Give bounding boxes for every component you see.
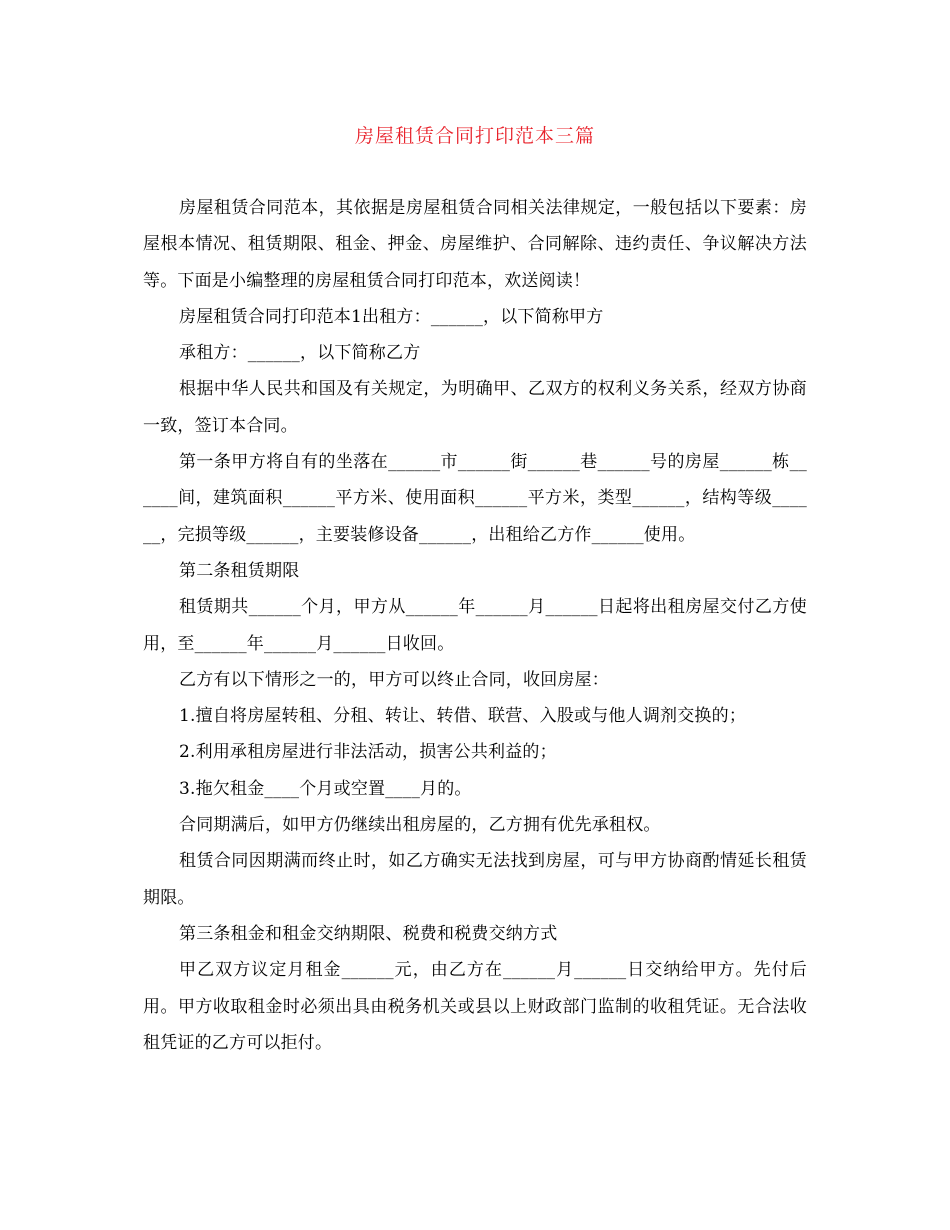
renewal-paragraph: 合同期满后，如甲方仍继续出租房屋的，乙方拥有优先承租权。 (179, 815, 661, 836)
document-body (143, 190, 807, 1061)
article-3-heading: 第三条租金和租金交纳期限、税费和税费交纳方式 (179, 923, 558, 944)
intro-paragraph: 房屋租赁合同范本，其依据是房屋租赁合同相关法律规定，一般包括以下要素：房屋根本情况、租赁期限、租金、押金、房屋维护、合同解除、违约责任、争议解决方法等。下面是小编整理的房屋租赁合同打印范本，欢送阅读！ (143, 198, 807, 291)
list-item: 3.拖欠租金____个月或空置____月的。 (179, 778, 472, 799)
lessee-line: 承租方：______，以下简称乙方 (179, 343, 421, 364)
lessor-line: 房屋租赁合同打印范本1出租方：______，以下简称甲方 (179, 306, 604, 327)
article-1-paragraph: 第一条甲方将自有的坐落在______市______街______巷______号的房屋______栋______间，建筑面积______平方米、使用面积______平方米，类型______，结构等级______，完损等级______，主要装修设备______，出租给乙方作______使用。 (143, 452, 807, 545)
basis-paragraph: 根据中华人民共和国及有关规定，为明确甲、乙双方的权利义务关系，经双方协商一致，签订本合同。 (143, 379, 807, 436)
list-item: 2.利用承租房屋进行非法活动，损害公共利益的； (179, 742, 557, 763)
termination-paragraph: 乙方有以下情形之一的，甲方可以终止合同，收回房屋： (179, 669, 609, 690)
lease-term-paragraph: 租赁期共______个月，甲方从______年______月______日起将出租房屋交付乙方使用，至______年______月______日收回。 (143, 597, 807, 654)
list-item: 1.擅自将房屋转租、分租、转让、转借、联营、入股或与他人调剂交换的； (179, 706, 747, 727)
document-title: 房屋租赁合同打印范本三篇 (354, 125, 595, 147)
rent-paragraph: 甲乙双方议定月租金______元，由乙方在______月______日交纳给甲方。先付后用。甲方收取租金时必须出具由税务机关或县以上财政部门监制的收租凭证。无合法收租凭证的乙方可以拒付。 (143, 960, 807, 1053)
article-2-heading: 第二条租赁期限 (179, 560, 300, 581)
extension-paragraph: 租赁合同因期满而终止时，如乙方确实无法找到房屋，可与甲方协商酌情延长租赁期限。 (143, 851, 807, 908)
